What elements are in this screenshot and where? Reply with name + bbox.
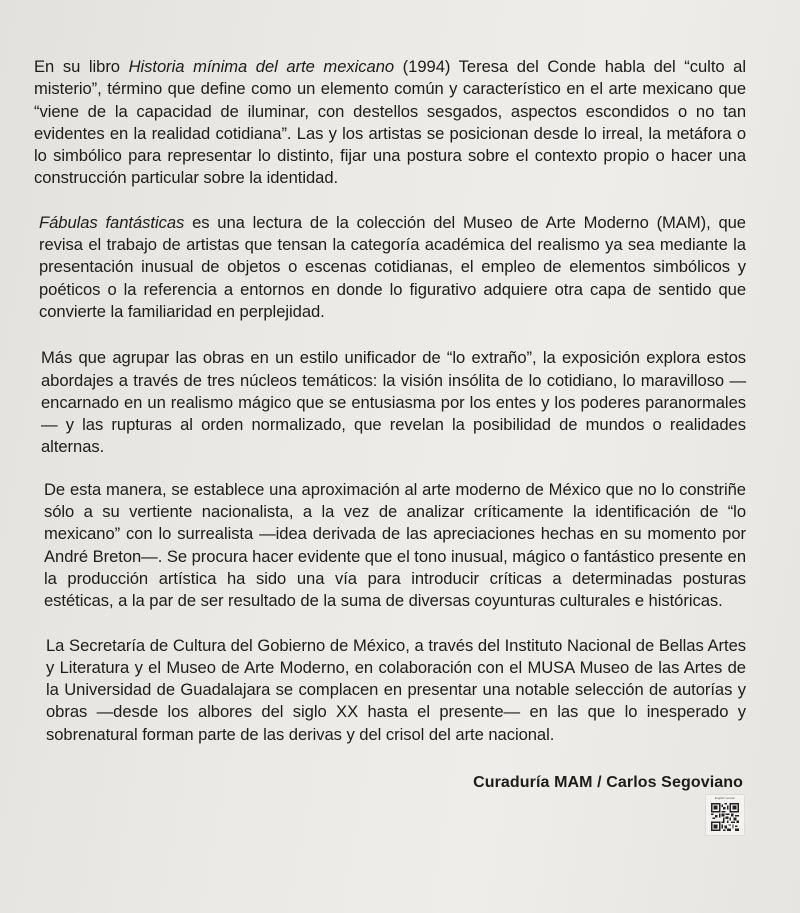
wall-text xyxy=(34,56,746,768)
curator-credit: Curaduría MAM / Carlos Segoviano xyxy=(473,774,743,791)
paragraph-exhibition xyxy=(39,212,746,323)
paragraph-themes: Más que agrupar las obras en un estilo unificador de “lo extraño”, la exposición explora estos abordajes a través de tres núcleos temáticos: la visión insólita de lo cotidiano, lo maravilloso —encarnado en un realismo mágico que se entusiasma por los entes y los poderes paranormales— y las rupturas al orden normalizado, que revelan la posibilidad de mundos o realidades alternas. xyxy=(41,348,746,457)
qr-caption: English version xyxy=(714,796,736,800)
paragraph-institutions: La Secretaría de Cultura del Gobierno de México, a través del Instituto Nacional de Bellas Artes y Literatura y el Museo de Arte Moderno, en colaboración con el MUSA Museo de las Artes de la Universidad de Guadalajara se complacen en presentar una notable selección de autorías y obras —desde los albores del siglo XX hasta el presente— en las que lo inesperado y sobrenatural forman parte de las derivas y del crisol del arte nacional. xyxy=(46,635,746,744)
qr-card[interactable] xyxy=(706,795,744,835)
paragraph-intro-lead: En su libro xyxy=(34,57,129,76)
paragraph-intro xyxy=(34,56,746,190)
exhibition-title: Fábulas fantásticas xyxy=(39,212,185,232)
paragraph-approach: De esta manera, se establece una aproximación al arte moderno de México que no lo constriñe sólo a su vertiente nacionalista, a la vez de analizar críticamente la identificación de “lo mexicano” con lo surrealista —idea derivada de las apreciaciones hechas en su momento por André Breton—. Se procura hacer evidente que el tono inusual, mágico o fantástico presente en la producción artística ha sido una vía para introducir críticas a determinadas posturas estéticas, a la par de ser resultado de la suma de diversas coyunturas culturales e históricas. xyxy=(44,479,746,611)
qr-code-icon[interactable] xyxy=(711,803,739,831)
book-title: Historia mínima del arte mexicano xyxy=(128,57,395,76)
paragraph-intro-body: (1994) Teresa del Conde habla del “culto al misterio”, término que define como un elemento común y característico en el arte mexicano que “viene de la capacidad de iluminar, con destellos sesgados, aspectos escondidos o no tan evidentes en la realidad cotidiana”. Las y los artistas se posicionan desde lo irreal, la metáfora o lo simbólico para representar lo distinto, fijar una postura sobre el contexto propio o hacer una construcción particular sobre la identidad. xyxy=(34,57,746,188)
paragraph-exhibition-body: es una lectura de la colección del Museo de Arte Moderno (MAM), que revisa el trabajo de artistas que tensan la categoría académica del realismo ya sea mediante la presentación inusual de objetos o escenas cotidianas, el empleo de elementos simbólicos y poéticos o la referencia a entornos en donde lo figurativo adquiere otra capa de sentido que convierte la familiaridad en perplejidad. xyxy=(39,212,746,321)
